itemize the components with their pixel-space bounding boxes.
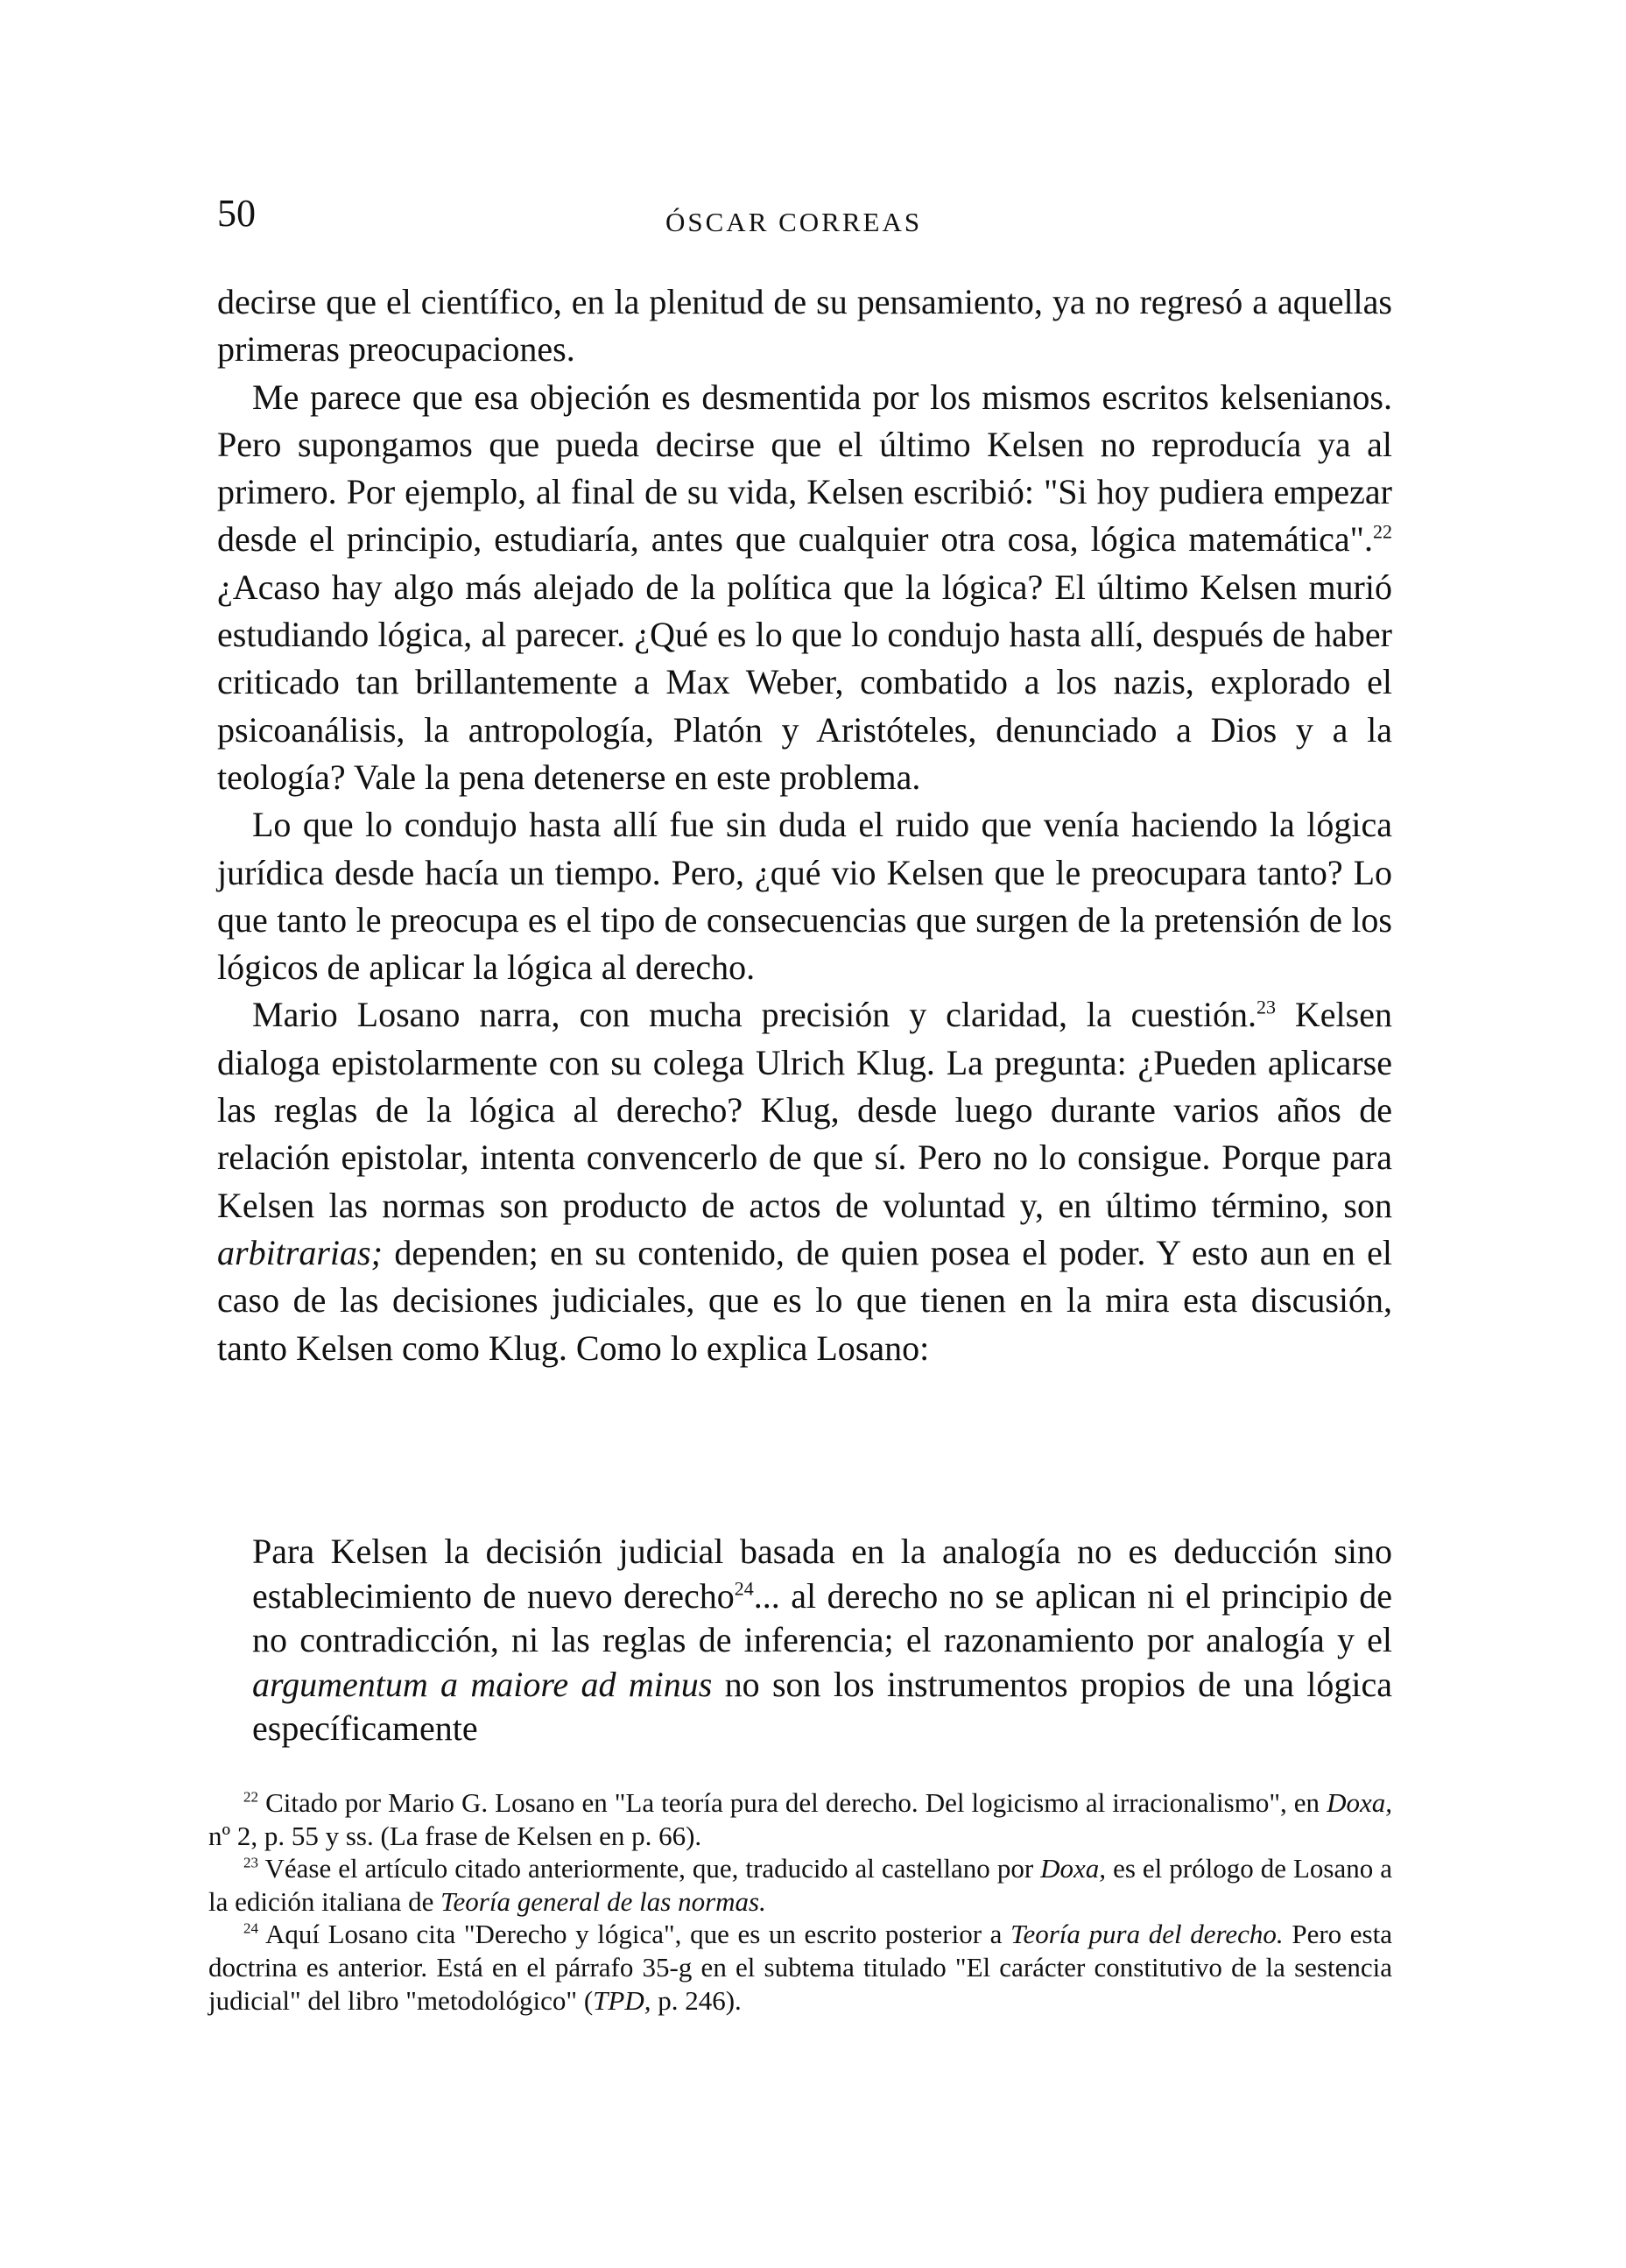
- footnotes: [208, 1786, 1392, 2017]
- footnote-24-emphasis-1: Teoría pura del derecho.: [1010, 1919, 1284, 1950]
- paragraph-1: decirse que el científico, en la plenitud de su pensamiento, ya no regresó a aquellas primeras preocupaciones.: [217, 282, 1392, 370]
- footnote-ref-24: 24: [734, 1577, 754, 1600]
- footnote-22: [208, 1786, 1392, 1852]
- paragraph-4-text-a: Mario Losano narra, con mucha precisión y claridad, la cuestión.: [252, 995, 1256, 1035]
- footnote-24-text-b: Pero esta doctrina es anterior. Está en el párrafo 35-g en el subtema titulado "El carácter constitutivo de la sestencia judicial" del libro "metodológico" (: [208, 1919, 1392, 2016]
- running-head: ÓSCAR CORREAS: [665, 207, 923, 237]
- footnote-24-text-c: p. 246).: [651, 1984, 742, 2016]
- paragraph-2-text-b: ¿Acaso hay algo más alejado de la política que la lógica? El último Kelsen murió estudiando lógica, al parecer. ¿Qué es lo que lo condujo hasta allí, después de haber criticado tan brillantemente a Max Weber, combatido a los nazis, explorado el psicoanálisis, la antropología, Platón y Aristóteles, denunciado a Dios y a la teología? Vale la pena detenerse en este problema.: [217, 567, 1392, 797]
- footnote-ref-22: 22: [1373, 521, 1392, 544]
- footnote-22-number: 22: [243, 1788, 259, 1806]
- quote-emphasis: argumentum a maiore ad minus: [252, 1664, 713, 1704]
- footnote-23-text-b: es el prólogo de Losano a la edición italiana de: [208, 1853, 1392, 1917]
- footnote-24: [208, 1918, 1392, 2017]
- footnote-22-emphasis: Doxa,: [1327, 1787, 1392, 1818]
- paragraph-3: Lo que lo condujo hasta allí fue sin duda el ruido que venía haciendo la lógica jurídica desde hacía un tiempo. Pero, ¿qué vio Kelsen que le preocupara tanto? Lo que tanto le preocupa es el tipo de consecuencias que surgen de la pretensión de los lógicos de aplicar la lógica al derecho.: [217, 805, 1392, 988]
- paragraph-4: [217, 991, 1392, 1371]
- footnote-23-text-a: Véase el artículo citado anteriormente, que, traducido al castellano por: [258, 1853, 1041, 1884]
- quote-text-a: Para Kelsen la decisión judicial basada en la analogía no es deducción sino establecimiento de nuevo derecho: [252, 1532, 1392, 1616]
- footnote-23: [208, 1852, 1392, 1918]
- footnote-24-number: 24: [243, 1920, 259, 1938]
- paragraph-4-emphasis: arbitrarias;: [217, 1232, 383, 1272]
- paragraph-2: [217, 374, 1392, 802]
- footnote-23-number: 23: [243, 1854, 259, 1871]
- body-text: [217, 278, 1392, 1372]
- page-number: 50: [217, 192, 256, 235]
- footnote-23-emphasis-1: Doxa,: [1040, 1853, 1107, 1884]
- quote-paragraph: [252, 1530, 1392, 1751]
- paragraph-4-text-b: Kelsen dialoga epistolarmente con su colega Ulrich Klug. La pregunta: ¿Pueden aplicarse las reglas de la lógica al derecho? Klug, desde luego durante varios años de relación epistolar, intenta convencerlo de que sí. Pero no lo consigue. Porque para Kelsen las normas son producto de actos de voluntad y, en último término, son: [217, 995, 1392, 1225]
- paragraph-4-text-c: dependen; en su contenido, de quien posea el poder. Y esto aun en el caso de las decisiones judiciales, que es lo que tienen en la mira esta discusión, tanto Kelsen como Klug. Como lo explica Losano:: [217, 1232, 1392, 1368]
- paragraph-2-text-a: Me parece que esa objeción es desmentida por los mismos escritos kelsenianos. Pero supongamos que pueda decirse que el último Kelsen no reproducía ya al primero. Por ejemplo, al final de su vida, Kelsen escribió: "Si hoy pudiera empezar desde el principio, estudiaría, antes que cualquier otra cosa, lógica matemática".: [217, 377, 1392, 560]
- footnote-22-text-a: Citado por Mario G. Losano en "La teoría pura del derecho. Del logicismo al irracionalismo", en: [258, 1787, 1327, 1818]
- footnote-23-emphasis-2: Teoría general de las normas.: [440, 1885, 766, 1917]
- footnote-22-text-b: nº 2, p. 55 y ss. (La frase de Kelsen en p. 66).: [208, 1820, 702, 1851]
- block-quote: [252, 1530, 1392, 1751]
- footnote-24-emphasis-2: TPD,: [593, 1984, 651, 2016]
- quote-text-c: no son los instrumentos propios de una lógica específicamente: [252, 1664, 1393, 1748]
- footnote-ref-23: 23: [1256, 997, 1276, 1019]
- footnote-24-text-a: Aquí Losano cita "Derecho y lógica", que es un escrito posterior a: [258, 1919, 1011, 1950]
- quote-text-b: ... al derecho no se aplican ni el principio de no contradicción, ni las reglas de inferencia; el razonamiento por analogía y el: [252, 1575, 1393, 1659]
